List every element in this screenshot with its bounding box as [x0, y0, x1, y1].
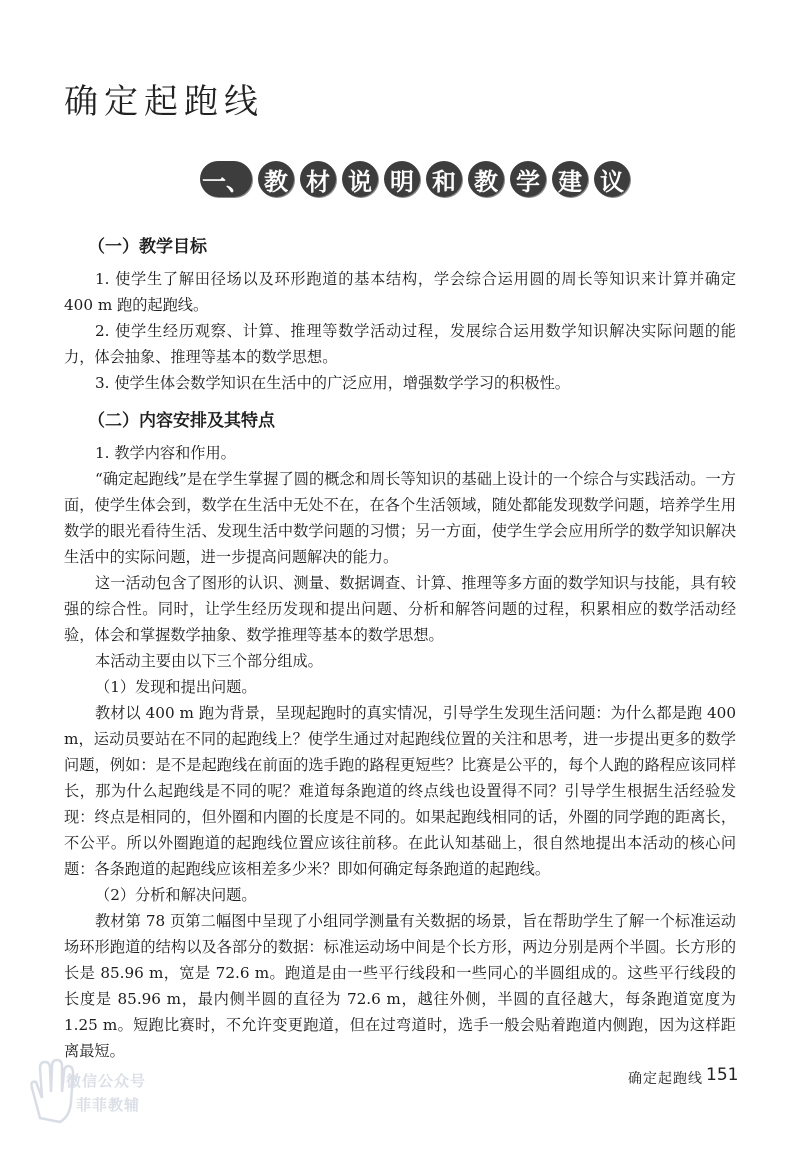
- watermark: [26, 1050, 156, 1140]
- paragraph: （2）分析和解决问题。: [95, 886, 257, 904]
- subsection-body: [64, 440, 736, 1064]
- section-banner: [200, 158, 636, 200]
- paragraph: 1. 教学内容和作用。: [95, 444, 236, 462]
- banner-char: 议: [594, 161, 630, 197]
- subsection-heading: （二）内容安排及其特点: [88, 411, 275, 431]
- paragraph: （1）发现和提出问题。: [95, 678, 257, 696]
- paragraph: 这一活动包含了图形的认识、测量、数据调查、计算、推理等多方面的数学知识与技能，具有较强的综合性。同时，让学生经历发现和提出问题、分析和解答问题的过程，积累相应的数学活动经验，体会和掌握数学抽象、数学推理等基本的数学思想。: [64, 574, 736, 644]
- subsection-body: [64, 266, 736, 396]
- banner-char: 建: [552, 161, 588, 197]
- banner-char: 一、: [200, 161, 252, 197]
- paragraph: 教材第 78 页第二幅图中呈现了小组同学测量有关数据的场景，旨在帮助学生了解一个标准运动场环形跑道的结构以及各部分的数据：标准运动场中间是个长方形，两边分别是两个半圆。长方形的长是 85.96 m，宽是 72.6 m。跑道是由一些平行线段和一些同心的半圆组成的。这些平行线段的长度是 85.96 m，最内侧半圆的直径为 72.6 m，越往外侧，半圆的直径越大，每条跑道宽度为 1.25 m。短跑比赛时，不允许变更跑道，但在过弯道时，选手一般会贴着跑道内侧跑，因为这样距离最短。: [64, 912, 736, 1060]
- paragraph: 2. 使学生经历观察、计算、推理等数学活动过程，发展综合运用数学知识解决实际问题的能力，体会抽象、推理等基本的数学思想。: [64, 322, 736, 366]
- paragraph: 本活动主要由以下三个部分组成。: [95, 652, 323, 670]
- running-title: 确定起跑线: [628, 1071, 703, 1087]
- paragraph: 3. 使学生体会数学知识在生活中的广泛应用，增强数学学习的积极性。: [95, 374, 570, 392]
- paragraph: “确定起跑线”是在学生掌握了圆的概念和周长等知识的基础上设计的一个综合与实践活动。一方面，使学生体会到，数学在生活中无处不在，在各个生活领域，随处都能发现数学问题，培养学生用数学的眼光看待生活、发现生活中数学问题的习惯；另一方面，使学生学会应用所学的数学知识解决生活中的实际问题，进一步提高问题解决的能力。: [64, 470, 736, 566]
- banner-char: 和: [426, 161, 462, 197]
- page-number: 151: [706, 1065, 739, 1085]
- paragraph: 1. 使学生了解田径场以及环形跑道的基本结构，学会综合运用圆的周长等知识来计算并确定 400 m 跑的起跑线。: [64, 270, 736, 314]
- hand-icon: [26, 1058, 78, 1128]
- paragraph: 教材以 400 m 跑为背景，呈现起跑时的真实情况，引导学生发现生活问题：为什么都是跑 400 m，运动员要站在不同的起跑线上？使学生通过对起跑线位置的关注和思考，进一步提出更多的数学问题，例如：是不是起跑线在前面的选手跑的路程更短些？比赛是公平的，每个人跑的路程应该同样长，那为什么起跑线是不同的呢？难道每条跑道的终点线也设置得不同？引导学生根据生活经验发现：终点是相同的，但外圈和内圈的长度是不同的。如果起跑线相同的话，外圈的同学跑的距离长，不公平。所以外圈跑道的起跑线位置应该往前移。在此认知基础上，很自然地提出本活动的核心问题：各条跑道的起跑线应该相差多少米？即如何确定每条跑道的起跑线。: [64, 704, 736, 878]
- banner-char: 说: [342, 161, 378, 197]
- banner-char: 教: [258, 161, 294, 197]
- banner-char: 明: [384, 161, 420, 197]
- page-title: 确定起跑线: [64, 82, 264, 122]
- banner-char: 教: [468, 161, 504, 197]
- subsection-heading: （一）教学目标: [88, 237, 207, 257]
- banner-char: 材: [300, 161, 336, 197]
- banner-char: 学: [510, 161, 546, 197]
- watermark-line: 微信公众号: [66, 1072, 147, 1090]
- watermark-line: 菲菲教辅: [76, 1096, 141, 1114]
